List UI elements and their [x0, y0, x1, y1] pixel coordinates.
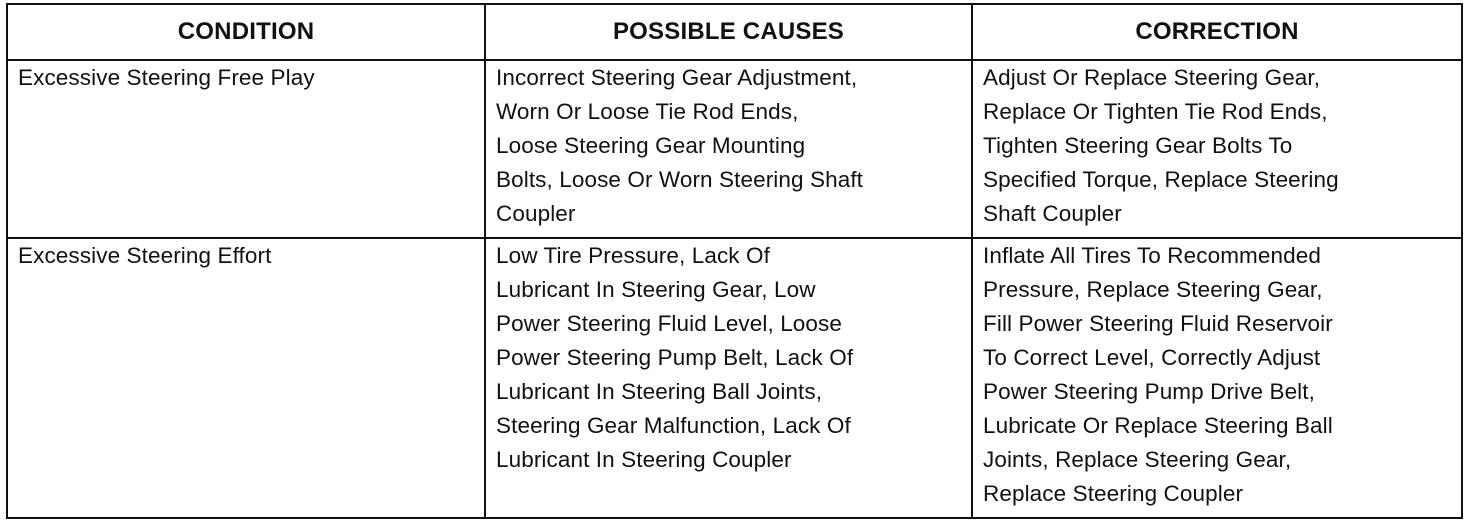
table-header-row [7, 4, 1462, 60]
column-header-correction: CORRECTION [972, 4, 1462, 60]
correction-cell: Adjust Or Replace Steering Gear, Replace Or Tighten Tie Rod Ends, Tighten Steering Gear Bolts To Specified Torque, Replace Steering Shaft Coupler [972, 60, 1462, 238]
table-row [7, 60, 1462, 238]
column-header-condition: CONDITION [7, 4, 485, 60]
condition-cell: Excessive Steering Effort [7, 238, 485, 518]
possible-causes-cell: Low Tire Pressure, Lack Of Lubricant In Steering Gear, Low Power Steering Fluid Level, Loose Power Steering Pump Belt, Lack Of Lubricant In Steering Ball Joints, Steering Gear Malfunction, Lack Of Lubricant In Steering Coupler [485, 238, 972, 518]
table-row [7, 238, 1462, 518]
possible-causes-cell: Incorrect Steering Gear Adjustment, Worn Or Loose Tie Rod Ends, Loose Steering Gear Mounting Bolts, Loose Or Worn Steering Shaft Coupler [485, 60, 972, 238]
correction-cell: Inflate All Tires To Recommended Pressure, Replace Steering Gear, Fill Power Steering Fluid Reservoir To Correct Level, Correctly Adjust Power Steering Pump Drive Belt, Lubricate Or Replace Steering Ball Joints, Replace Steering Gear, Replace Steering Coupler [972, 238, 1462, 518]
column-header-possible-causes: POSSIBLE CAUSES [485, 4, 972, 60]
diagnosis-table [6, 3, 1463, 519]
condition-cell: Excessive Steering Free Play [7, 60, 485, 238]
